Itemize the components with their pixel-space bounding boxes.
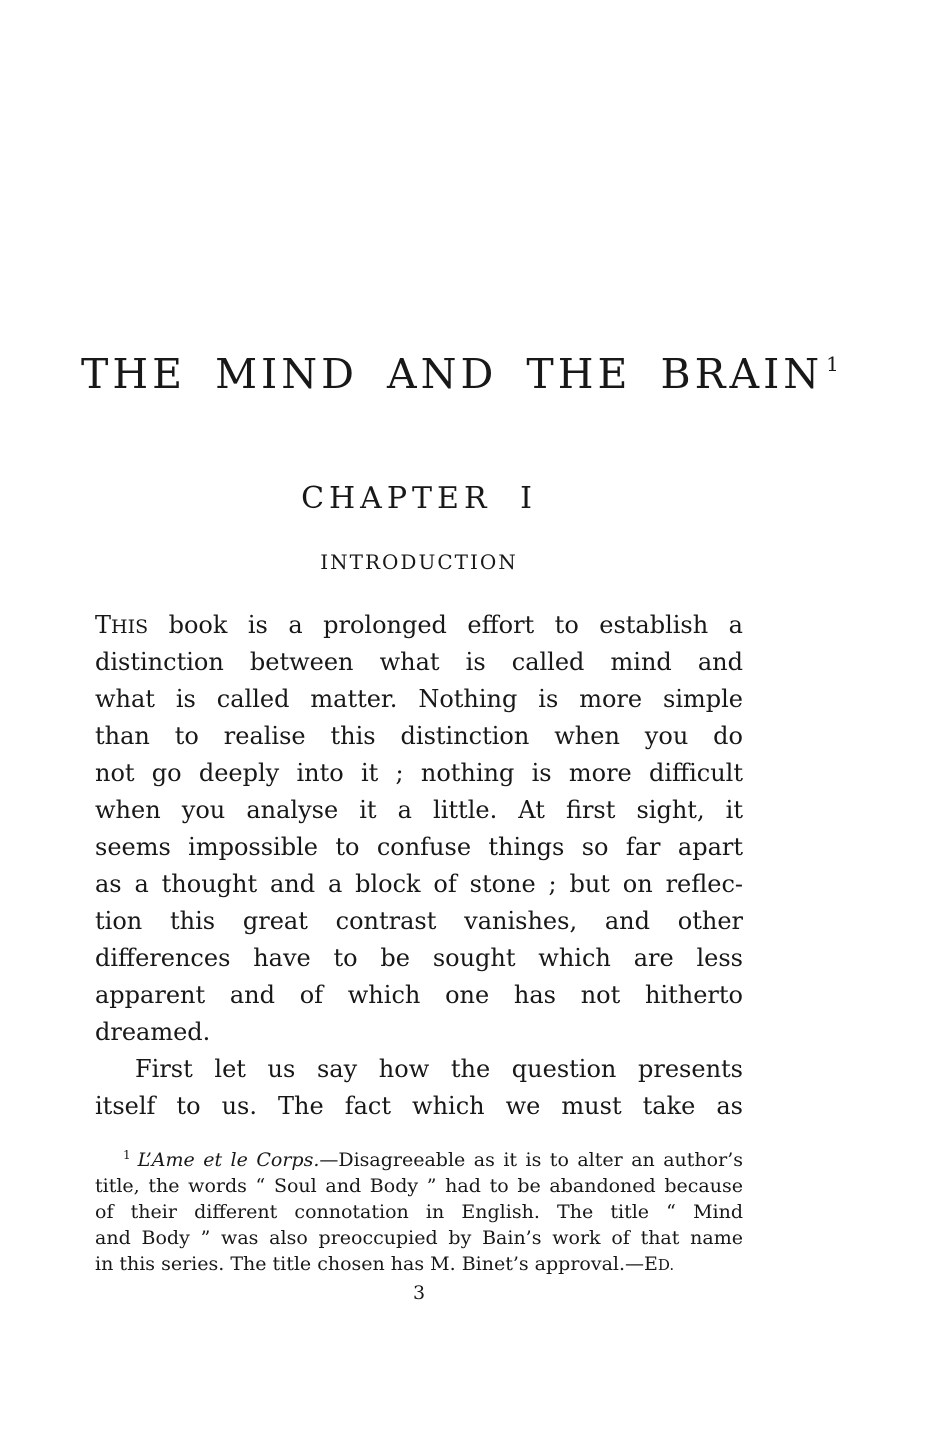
footnote-marker: 1: [123, 1148, 131, 1162]
footnote-book-title: L’Ame et le Corps.: [137, 1149, 320, 1171]
body-text: [95, 607, 743, 1125]
body-line: First let us say how the question presents: [135, 1055, 743, 1083]
footnote-line: title, the words “ Soul and Body ” had to be abandoned because: [95, 1175, 743, 1197]
body-line: dreamed.: [95, 1018, 211, 1046]
body-line: as a thought and a block of stone ; but on reflec-: [95, 870, 743, 898]
page-number: 3: [412, 1282, 426, 1304]
body-line: differences have to be sought which are less: [95, 944, 743, 972]
editor-initial-smallcaps: D.: [657, 1256, 675, 1274]
footnote-line: [95, 1142, 743, 1173]
section-heading: INTRODUCTION: [320, 550, 518, 574]
chapter-heading: CHAPTER I: [301, 481, 537, 516]
page-title-text: THE MIND AND THE BRAIN: [81, 350, 824, 398]
paragraph-lead-smallcaps: HIS: [111, 616, 149, 638]
body-line: seems impossible to confuse things so far apart: [95, 833, 743, 861]
paragraph-lead-capital: T: [95, 611, 112, 639]
footnote-line-text: —Disagreeable as it is to alter an author’s: [319, 1149, 743, 1171]
text-column: [81, 0, 839, 1442]
footnote-line: [95, 1251, 743, 1278]
footnote-line: of their different connotation in English. The title “ Mind: [95, 1201, 743, 1223]
footnote-line-text: in this series. The title chosen has M. Binet’s approval.—: [95, 1253, 645, 1275]
body-line: tion this great contrast vanishes, and other: [95, 907, 743, 935]
footnote-line: and Body ” was also preoccupied by Bain’s work of that name: [95, 1227, 743, 1249]
body-line: not go deeply into it ; nothing is more difficult: [95, 759, 743, 787]
body-line: what is called matter. Nothing is more simple: [95, 685, 743, 713]
footnote: [95, 1142, 743, 1278]
page-title: [81, 350, 839, 398]
body-line: distinction between what is called mind and: [95, 648, 743, 676]
body-line: apparent and of which one has not hitherto: [95, 981, 743, 1009]
body-line: than to realise this distinction when you do: [95, 722, 743, 750]
body-line: when you analyse it a little. At first sight, it: [95, 796, 743, 824]
body-line: [95, 607, 743, 644]
title-footnote-reference: 1: [826, 352, 839, 376]
body-line-text: book is a prolonged effort to establish a: [148, 611, 743, 639]
editor-initial-capital: E: [644, 1253, 658, 1275]
body-line: itself to us. The fact which we must take as: [95, 1092, 743, 1120]
